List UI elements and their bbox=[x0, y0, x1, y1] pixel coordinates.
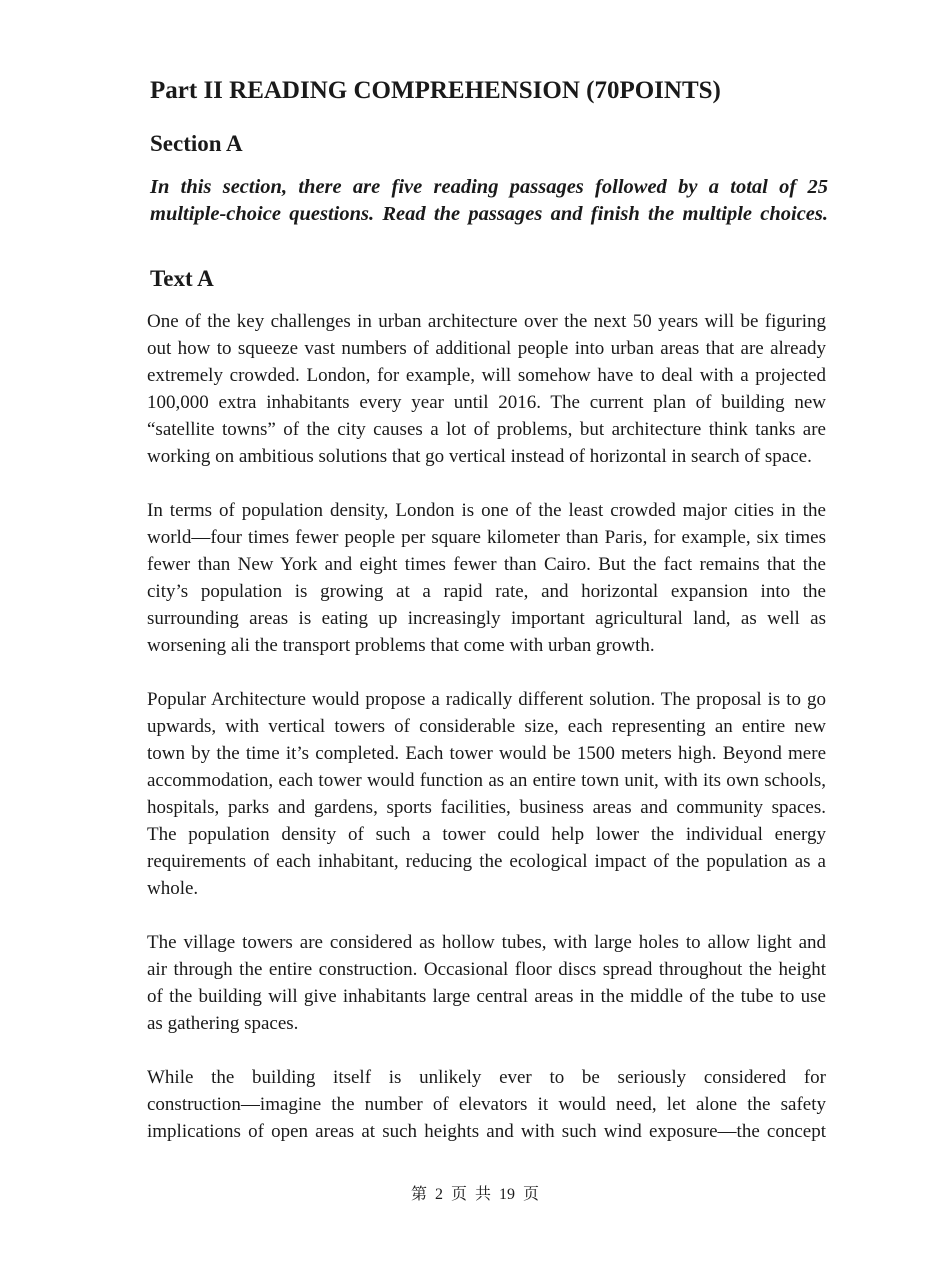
section-heading: Section A bbox=[150, 131, 243, 156]
paragraph-line: requirements of each inhabitant, reducing the ecological impact of the population as a bbox=[147, 851, 826, 872]
paragraph-line: air through the entire construction. Occasional floor discs spread throughout the height bbox=[147, 959, 826, 980]
text-heading: Text A bbox=[150, 266, 214, 291]
passage-paragraph bbox=[147, 1064, 826, 1145]
paragraph-line: hospitals, parks and gardens, sports facilities, business areas and community spaces. bbox=[147, 797, 826, 818]
paragraph-line: as gathering spaces. bbox=[147, 1013, 299, 1034]
paragraph-line: of the building will give inhabitants large central areas in the middle of the tube to use bbox=[147, 986, 826, 1007]
paragraph-line: worsening ali the transport problems that come with urban growth. bbox=[147, 635, 655, 656]
paragraph-line: One of the key challenges in urban architecture over the next 50 years will be figuring bbox=[147, 311, 826, 332]
instruction-line: In this section, there are five reading passages followed by a total of 25 bbox=[150, 176, 828, 198]
paragraph-line: town by the time it’s completed. Each tower would be 1500 meters high. Beyond mere bbox=[147, 743, 826, 764]
paragraph-line: While the building itself is unlikely ever to be seriously considered for bbox=[147, 1067, 826, 1088]
passage-paragraph bbox=[147, 497, 826, 659]
paragraph-line: 100,000 extra inhabitants every year until 2016. The current plan of building new bbox=[147, 392, 826, 413]
paragraph-line: The population density of such a tower could help lower the individual energy bbox=[147, 824, 826, 845]
section-instructions bbox=[150, 174, 828, 228]
paragraph-line: city’s population is growing at a rapid rate, and horizontal expansion into the bbox=[147, 581, 826, 602]
passage-paragraph bbox=[147, 686, 826, 902]
paragraph-line: world—four times fewer people per square kilometer than Paris, for example, six times bbox=[147, 527, 826, 548]
paragraph-line: Popular Architecture would propose a radically different solution. The proposal is to go bbox=[147, 689, 826, 710]
part-title: Part II READING COMPREHENSION (70POINTS) bbox=[150, 77, 721, 104]
paragraph-line: construction—imagine the number of elevators it would need, let alone the safety bbox=[147, 1094, 826, 1115]
paragraph-line: In terms of population density, London is one of the least crowded major cities in the bbox=[147, 500, 826, 521]
passage-paragraph bbox=[147, 929, 826, 1037]
paragraph-line: surrounding areas is eating up increasingly important agricultural land, as well as bbox=[147, 608, 826, 629]
paragraph-line: implications of open areas at such heights and with such wind exposure—the concept bbox=[147, 1121, 826, 1142]
passage-body bbox=[147, 308, 826, 1172]
paragraph-line: whole. bbox=[147, 878, 199, 899]
paragraph-line: working on ambitious solutions that go vertical instead of horizontal in search of space. bbox=[147, 446, 812, 467]
paragraph-line: The village towers are considered as hollow tubes, with large holes to allow light and bbox=[147, 932, 826, 953]
instruction-line: multiple-choice questions. Read the passages and finish the multiple choices. bbox=[150, 203, 828, 225]
page-footer: 第 2 页 共 19 页 bbox=[410, 1186, 539, 1203]
paragraph-line: upwards, with vertical towers of considerable size, each representing an entire new bbox=[147, 716, 826, 737]
paragraph-line: fewer than New York and eight times fewer than Cairo. But the fact remains that the bbox=[147, 554, 826, 575]
paragraph-line: accommodation, each tower would function as an entire town unit, with its own schools, bbox=[147, 770, 826, 791]
paragraph-line: out how to squeeze vast numbers of additional people into urban areas that are already bbox=[147, 338, 826, 359]
paragraph-line: “satellite towns” of the city causes a lot of problems, but architecture think tanks are bbox=[147, 419, 826, 440]
passage-paragraph bbox=[147, 308, 826, 470]
paragraph-line: extremely crowded. London, for example, will somehow have to deal with a projected bbox=[147, 365, 826, 386]
